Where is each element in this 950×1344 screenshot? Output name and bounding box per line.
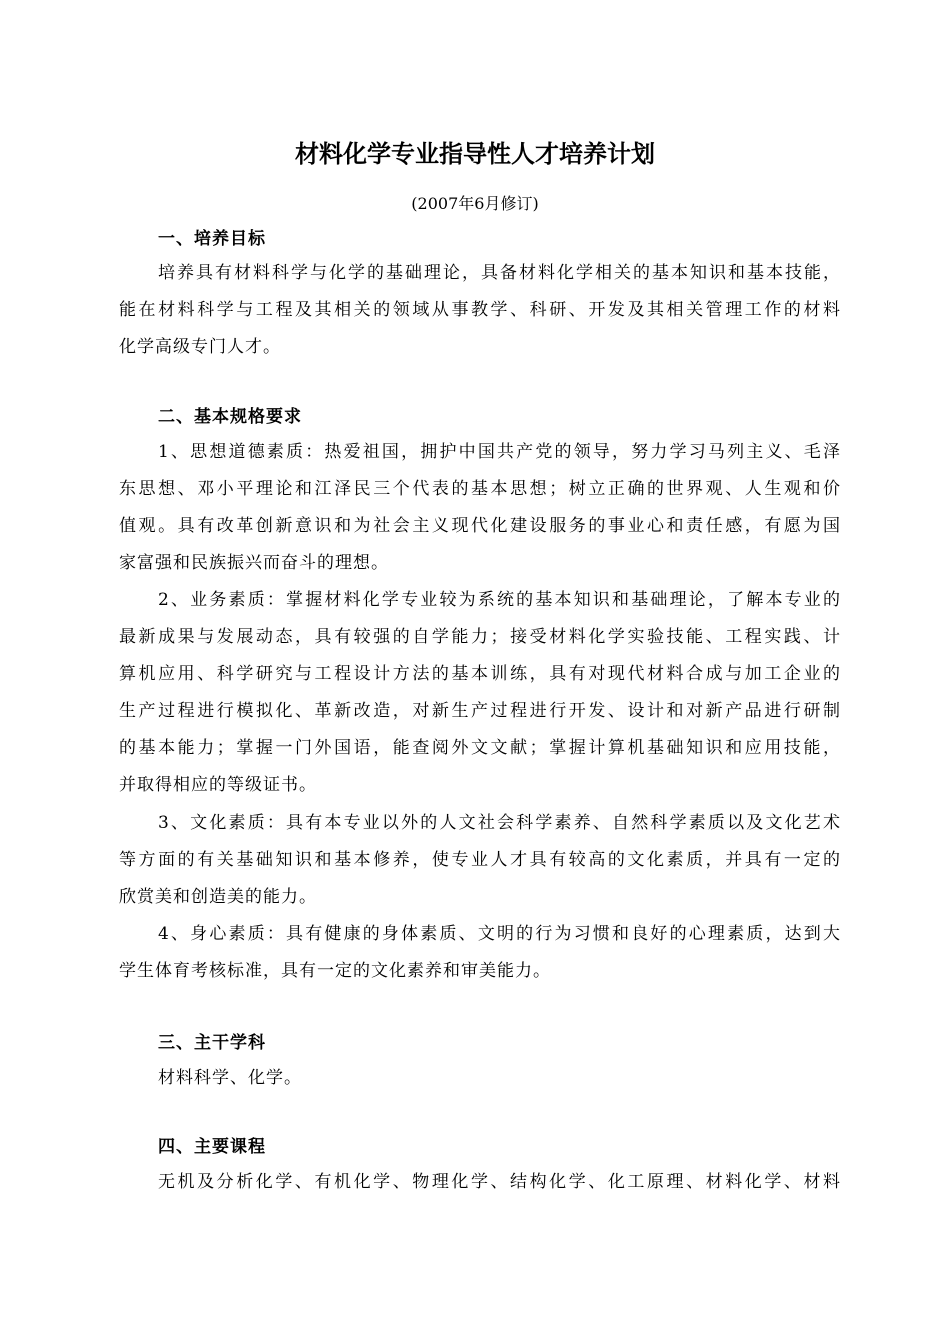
paragraph-line: 的基本能力；掌握一门外国语，能查阅外文文献；掌握计算机基础知识和应用技能， [119,738,841,758]
paragraph-line: 4、身心素质：具有健康的身体素质、文明的行为习惯和良好的心理素质，达到大 [158,924,841,944]
section-heading-main-courses: 四、主要课程 [158,1137,266,1157]
paragraph-line: 材料科学、化学。 [158,1068,302,1088]
paragraph-moral-quality [119,434,841,582]
section-heading-main-disciplines: 三、主干学科 [158,1033,266,1053]
paragraph-main-disciplines [119,1060,841,1097]
paragraph-line: 2、业务素质：掌握材料化学专业较为系统的基本知识和基础理论，了解本专业的 [158,590,841,610]
paragraph-line: 算机应用、科学研究与工程设计方法的基本训练，具有对现代材料合成与加工企业的 [119,664,841,684]
paragraph-line: 并取得相应的等级证书。 [119,775,317,795]
paragraph-line: 值观。具有改革创新意识和为社会主义现代化建设服务的事业心和责任感，有愿为国 [119,516,841,536]
paragraph-line: 培养具有材料科学与化学的基础理论，具备材料化学相关的基本知识和基本技能， [158,263,841,283]
paragraph-line: 化学高级专门人才。 [119,337,281,357]
paragraph-line: 1、思想道德素质：热爱祖国，拥护中国共产党的领导，努力学习马列主义、毛泽 [158,442,841,462]
revision-date: (2007年6月修订) [411,194,539,213]
paragraph-line: 3、文化素质：具有本专业以外的人文社会科学素养、自然科学素质以及文化艺术 [158,813,841,833]
paragraph-line: 无机及分析化学、有机化学、物理化学、结构化学、化工原理、材料化学、材料 [158,1172,841,1192]
paragraph-cultural-quality [119,805,841,916]
paragraph-line: 能在材料科学与工程及其相关的领域从事教学、科研、开发及其相关管理工作的材料 [119,300,841,320]
section-heading-training-objective: 一、培养目标 [158,229,266,249]
paragraph-professional-quality [119,582,841,804]
paragraph-line: 家富强和民族振兴而奋斗的理想。 [119,553,389,573]
paragraph-line: 欣赏美和创造美的能力。 [119,887,317,907]
paragraph-line: 生产过程进行模拟化、革新改造，对新生产过程进行开发、设计和对新产品进行研制 [119,701,841,721]
paragraph-line: 学生体育考核标准，具有一定的文化素养和审美能力。 [119,961,551,981]
section-heading-basic-requirements: 二、基本规格要求 [158,407,302,427]
paragraph-line: 最新成果与发展动态，具有较强的自学能力；接受材料化学实验技能、工程实践、计 [119,627,841,647]
paragraph-main-courses [119,1164,841,1201]
paragraph-line: 东思想、邓小平理论和江泽民三个代表的基本思想；树立正确的世界观、人生观和价 [119,479,841,499]
paragraph-line: 等方面的有关基础知识和基本修养，使专业人才具有较高的文化素质，并具有一定的 [119,850,841,870]
document-title: 材料化学专业指导性人才培养计划 [295,140,655,168]
paragraph-training-objective [119,255,841,366]
paragraph-physical-mental-quality [119,916,841,990]
